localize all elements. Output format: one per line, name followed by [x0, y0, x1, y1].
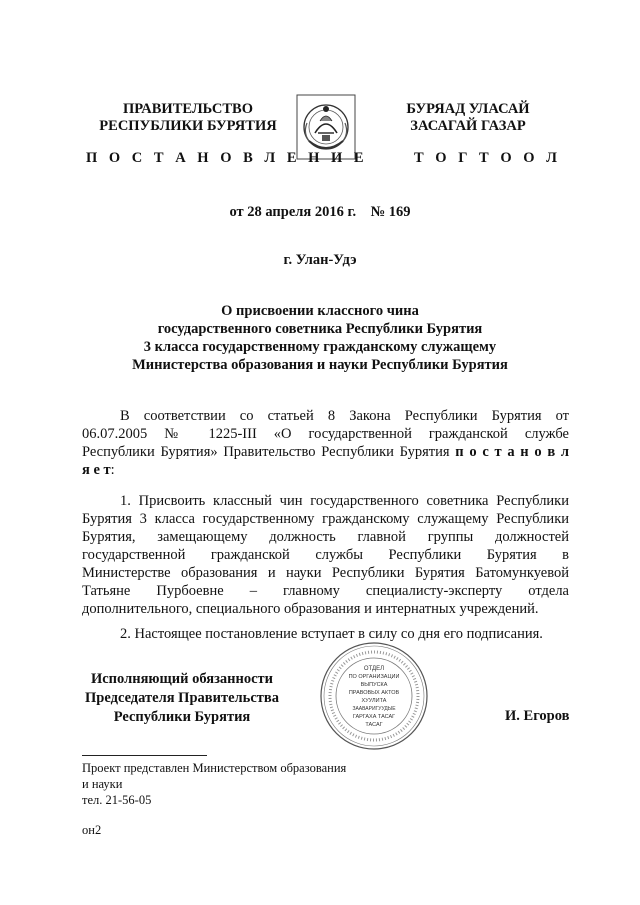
title-line2: государственного советника Республики Бурятия: [157, 321, 483, 337]
header-right-line2: ЗАСАГАЙ ГАЗАР: [410, 118, 526, 134]
signatory-line3: Республики Бурятия: [113, 709, 251, 725]
item1-line7: дополнительного, специального образования и интернатных учреждений.: [82, 601, 539, 617]
official-stamp: [318, 640, 430, 752]
header-left-line1: ПРАВИТЕЛЬСТВО: [123, 101, 253, 117]
title-line4: Министерства образования и науки Республики Бурятия: [132, 357, 508, 373]
signatory-line2: Председателя Правительства: [85, 690, 279, 706]
preamble-line3: [82, 443, 569, 461]
footer-line2: и науки: [82, 777, 123, 791]
item1-line2: Бурятия 3 класса государственному гражданскому служащему Республики: [82, 511, 569, 527]
stamp-line5: ХУУЛИТА: [361, 698, 387, 704]
item1-line5: Министерстве образования и науки Республики Бурятия Батомункуевой: [82, 565, 569, 581]
item2-text: 2. Настоящее постановление вступает в силу со дня его подписания.: [120, 626, 543, 642]
footer-phone: тел. 21-56-05: [82, 793, 152, 807]
stamp-line6: ЗААВАРИГУУДЫЕ: [352, 706, 396, 712]
signatory-name: И. Егоров: [505, 708, 570, 724]
item1-line6: Татьяне Пурбоевне – главному специалисту-эксперту отдела: [82, 583, 569, 599]
header-right: [383, 101, 553, 135]
preamble: [82, 407, 569, 479]
item1-line4: государственной гражданской службы Республики Бурятия в: [82, 547, 569, 563]
footer-code: он2: [82, 823, 102, 837]
preamble-line2: 06.07.2005 № 1225-III «О государственной гражданской службе: [82, 426, 569, 442]
item-1: [82, 492, 569, 618]
preamble-line4: [82, 461, 569, 479]
doc-type-right: Т О Г Т О О Л: [414, 150, 561, 166]
signatory-line1: Исполняющий обязанности: [90, 671, 274, 687]
preamble-line3-text: Республики Бурятия» Правительство Республики Бурятия: [82, 444, 456, 460]
footer-note: [82, 760, 422, 808]
title-line3: 3 класса государственному гражданскому служащему: [143, 339, 497, 355]
header-left-line2: РЕСПУБЛИКИ БУРЯТИЯ: [99, 118, 277, 134]
stamp-line4: ПРАВОВЫХ АКТОВ: [348, 690, 400, 696]
header-right-line1: БУРЯАД УЛАСАЙ: [406, 101, 530, 117]
title-line1: О присвоении классного чина: [221, 303, 419, 319]
item1-line3: Бурятия, замещающему должность главной группы должностей: [82, 529, 569, 545]
city: г. Улан-Удэ: [283, 252, 357, 268]
footer-line1: Проект представлен Министерством образования: [82, 761, 347, 775]
item1-line1: 1. Присвоить классный чин государственного советника Республики: [120, 493, 569, 509]
footer-divider: [82, 755, 207, 756]
signatory-position: [82, 670, 282, 727]
stamp-line8: ТАСАГ: [365, 722, 383, 728]
preamble-colon: :: [110, 462, 115, 478]
stamp-line2: ПО ОРГАНИЗАЦИИ: [348, 674, 400, 680]
preamble-resolves-ending: я е т: [82, 462, 111, 478]
header-left: [88, 101, 288, 135]
date-number: от 28 апреля 2016 г. № 169: [229, 204, 411, 220]
preamble-resolves-word: п о с т а н о в л: [455, 444, 570, 460]
document-title: [0, 302, 640, 374]
preamble-line1: В соответствии со статьей 8 Закона Республики Бурятия от: [120, 408, 569, 424]
stamp-line7: ГАРГАХА ТАСАГ: [352, 714, 396, 720]
stamp-line3: ВЫПУСКА: [360, 682, 388, 688]
doc-type-left: П О С Т А Н О В Л Е Н И Е: [86, 150, 368, 166]
stamp-line1: ОТДЕЛ: [363, 666, 385, 672]
